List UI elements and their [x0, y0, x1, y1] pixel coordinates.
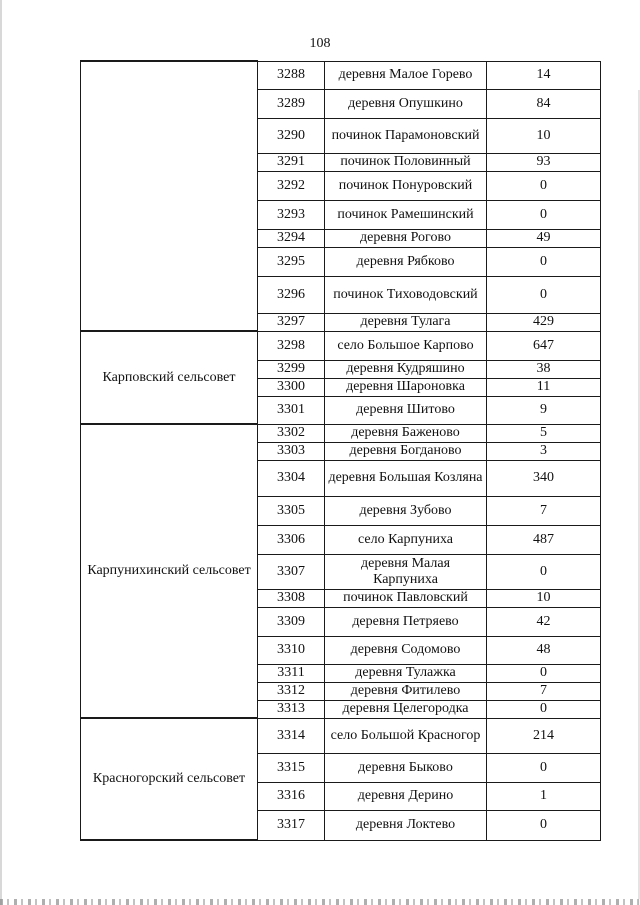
row-number-cell: 3298 [258, 331, 325, 360]
row-number-cell: 3299 [258, 360, 325, 378]
locality-name-cell: деревня Кудряшино [325, 360, 487, 378]
locality-name-cell: деревня Тулажка [325, 664, 487, 682]
area-name-cell: Карповский сельсовет [81, 331, 258, 424]
population-cell: 487 [487, 525, 601, 554]
row-number-cell: 3315 [258, 753, 325, 782]
area-name-cell [81, 61, 258, 331]
row-number-cell: 3288 [258, 61, 325, 89]
row-number-cell: 3290 [258, 118, 325, 153]
row-number-cell: 3310 [258, 636, 325, 664]
row-number-cell: 3308 [258, 589, 325, 607]
population-cell: 0 [487, 753, 601, 782]
table-row [81, 331, 601, 360]
locality-name-cell: деревня Быково [325, 753, 487, 782]
row-number-cell: 3292 [258, 171, 325, 200]
row-number-cell: 3314 [258, 718, 325, 753]
locality-name-cell: деревня Малая Карпуниха [325, 554, 487, 589]
population-cell: 3 [487, 442, 601, 460]
settlements-table [80, 60, 601, 841]
table-row [81, 718, 601, 753]
locality-name-cell: деревня Богданово [325, 442, 487, 460]
locality-name-cell: деревня Тулага [325, 313, 487, 331]
population-cell: 93 [487, 153, 601, 171]
row-number-cell: 3316 [258, 782, 325, 810]
locality-name-cell: деревня Рябково [325, 247, 487, 276]
population-cell: 429 [487, 313, 601, 331]
locality-name-cell: село Карпуниха [325, 525, 487, 554]
row-number-cell: 3296 [258, 276, 325, 313]
locality-name-cell: деревня Дерино [325, 782, 487, 810]
population-cell: 0 [487, 554, 601, 589]
population-cell: 49 [487, 229, 601, 247]
locality-name-cell: починок Половинный [325, 153, 487, 171]
row-number-cell: 3295 [258, 247, 325, 276]
population-cell: 7 [487, 682, 601, 700]
locality-name-cell: деревня Зубово [325, 496, 487, 525]
row-number-cell: 3301 [258, 396, 325, 424]
population-cell: 1 [487, 782, 601, 810]
population-cell: 647 [487, 331, 601, 360]
scan-noise [0, 899, 640, 905]
locality-name-cell: деревня Малое Горево [325, 61, 487, 89]
population-cell: 0 [487, 810, 601, 840]
population-cell: 0 [487, 700, 601, 718]
locality-name-cell: деревня Фитилево [325, 682, 487, 700]
locality-name-cell: деревня Баженово [325, 424, 487, 442]
locality-name-cell: деревня Большая Козляна [325, 460, 487, 496]
locality-name-cell: деревня Целегородка [325, 700, 487, 718]
locality-name-cell: деревня Петряево [325, 607, 487, 636]
scan-edge-left [0, 0, 2, 905]
row-number-cell: 3289 [258, 89, 325, 118]
row-number-cell: 3313 [258, 700, 325, 718]
area-name-cell: Красногорский сельсовет [81, 718, 258, 840]
row-number-cell: 3291 [258, 153, 325, 171]
row-number-cell: 3300 [258, 378, 325, 396]
population-cell: 10 [487, 118, 601, 153]
locality-name-cell: село Большой Красногор [325, 718, 487, 753]
row-number-cell: 3311 [258, 664, 325, 682]
population-cell: 38 [487, 360, 601, 378]
population-cell: 11 [487, 378, 601, 396]
population-cell: 7 [487, 496, 601, 525]
locality-name-cell: деревня Содомово [325, 636, 487, 664]
population-cell: 0 [487, 247, 601, 276]
table-row [81, 61, 601, 89]
row-number-cell: 3294 [258, 229, 325, 247]
population-cell: 48 [487, 636, 601, 664]
locality-name-cell: деревня Опушкино [325, 89, 487, 118]
row-number-cell: 3305 [258, 496, 325, 525]
page-number: 108 [309, 36, 331, 51]
population-cell: 0 [487, 171, 601, 200]
population-cell: 0 [487, 664, 601, 682]
population-cell: 0 [487, 276, 601, 313]
row-number-cell: 3312 [258, 682, 325, 700]
locality-name-cell: село Большое Карпово [325, 331, 487, 360]
locality-name-cell: починок Понуровский [325, 171, 487, 200]
population-cell: 42 [487, 607, 601, 636]
locality-name-cell: починок Павловский [325, 589, 487, 607]
locality-name-cell: деревня Шитово [325, 396, 487, 424]
population-cell: 84 [487, 89, 601, 118]
population-cell: 14 [487, 61, 601, 89]
row-number-cell: 3306 [258, 525, 325, 554]
locality-name-cell: деревня Локтево [325, 810, 487, 840]
row-number-cell: 3317 [258, 810, 325, 840]
row-number-cell: 3303 [258, 442, 325, 460]
locality-name-cell: починок Тиховодовский [325, 276, 487, 313]
table-row [81, 424, 601, 442]
population-cell: 0 [487, 200, 601, 229]
row-number-cell: 3297 [258, 313, 325, 331]
population-cell: 9 [487, 396, 601, 424]
locality-name-cell: починок Рамешинский [325, 200, 487, 229]
row-number-cell: 3307 [258, 554, 325, 589]
settlements-table-body [81, 61, 601, 840]
population-cell: 5 [487, 424, 601, 442]
area-name-cell: Карпунихинский сельсовет [81, 424, 258, 718]
population-cell: 340 [487, 460, 601, 496]
row-number-cell: 3302 [258, 424, 325, 442]
row-number-cell: 3304 [258, 460, 325, 496]
locality-name-cell: деревня Шароновка [325, 378, 487, 396]
row-number-cell: 3293 [258, 200, 325, 229]
population-cell: 214 [487, 718, 601, 753]
locality-name-cell: починок Парамоновский [325, 118, 487, 153]
row-number-cell: 3309 [258, 607, 325, 636]
locality-name-cell: деревня Рогово [325, 229, 487, 247]
population-cell: 10 [487, 589, 601, 607]
